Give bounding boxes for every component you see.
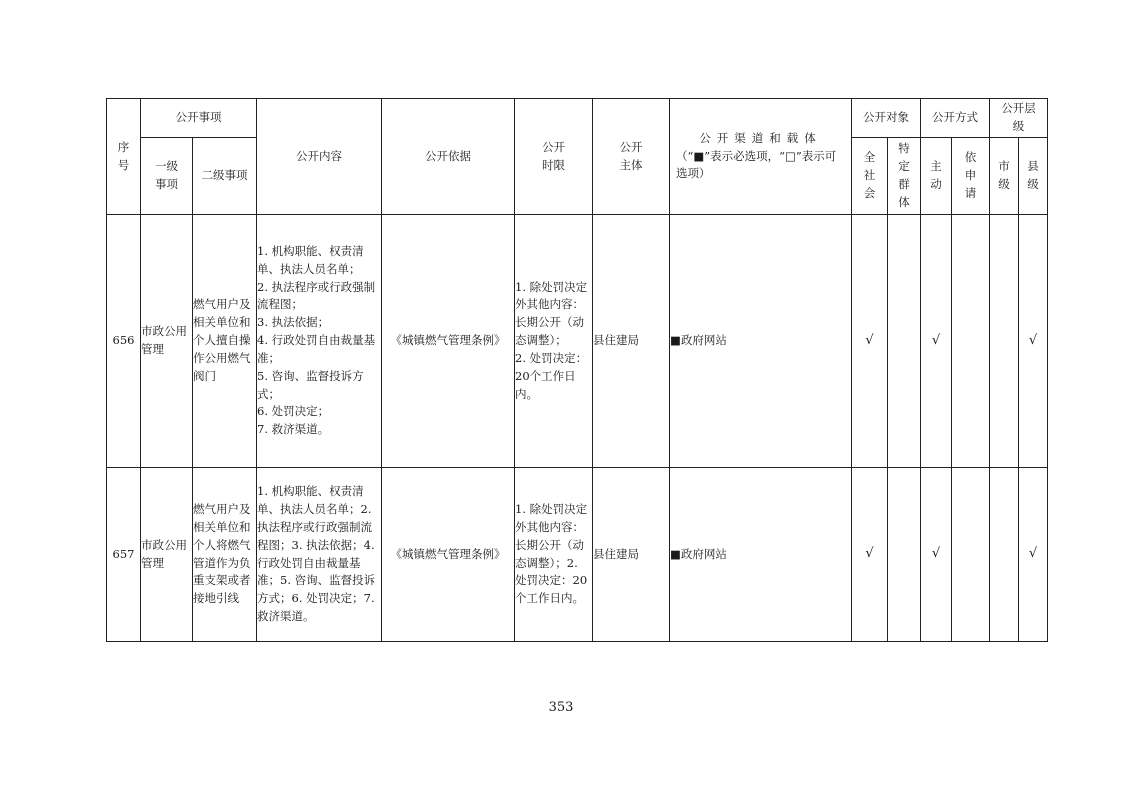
page-number: 353: [548, 700, 574, 715]
row-level2: 燃气用户及相关单位和个人擅自操作公用燃气阀门: [193, 215, 257, 468]
channel-title: 公开渠道和载体: [699, 130, 822, 145]
header-audience-specific: 特定群体: [888, 138, 921, 215]
row-audience-specific: [888, 468, 921, 642]
header-method-group: 公开方式: [921, 99, 990, 138]
row-audience-specific: [888, 215, 921, 468]
row-time-limit: 1. 除处罚决定外其他内容：长期公开（动态调整）； 2. 处罚决定：20个工作日内。: [515, 215, 593, 468]
row-level-city: [990, 215, 1019, 468]
row-level2: 燃气用户及相关单位和个人将燃气管道作为负重支架或者接地引线: [193, 468, 257, 642]
header-level-group: 公开层级: [990, 99, 1048, 138]
row-method-request: [952, 215, 990, 468]
row-level-county: √: [1019, 468, 1048, 642]
table-row: [107, 468, 1048, 642]
row-method-active: √: [921, 215, 952, 468]
channel-note: （“■”表示必选项，“□”表示可选项）: [676, 148, 837, 181]
header-level-city: 市级: [990, 138, 1019, 215]
row-method-active: √: [921, 468, 952, 642]
row-subject: 县住建局: [593, 468, 670, 642]
row-method-request: [952, 468, 990, 642]
row-seq: 656: [107, 215, 141, 468]
row-level-county: √: [1019, 215, 1048, 468]
header-content: 公开内容: [257, 99, 382, 215]
header-matter-group: 公开事项: [141, 99, 257, 138]
row-basis: 《城镇燃气管理条例》: [382, 468, 515, 642]
row-level-city: [990, 468, 1019, 642]
header-audience-all: 全社会: [852, 138, 888, 215]
header-seq: 序号: [107, 99, 141, 215]
row-audience-all: √: [852, 215, 888, 468]
header-subject: 公开主体: [593, 99, 670, 215]
row-time-limit: 1. 除处罚决定外其他内容：长期公开（动态调整）；2. 处罚决定：20个工作日内。: [515, 468, 593, 642]
row-seq: 657: [107, 468, 141, 642]
header-level1: 一级事项: [141, 138, 193, 215]
table-row: [107, 215, 1048, 468]
header-method-active: 主动: [921, 138, 952, 215]
header-level-county: 县级: [1019, 138, 1048, 215]
header-channel: [670, 99, 852, 215]
row-channel: ■政府网站: [670, 215, 852, 468]
header-method-request: 依申请: [952, 138, 990, 215]
row-subject: 县住建局: [593, 215, 670, 468]
row-content: 1. 机构职能、权责清单、执法人员名单；2. 执法程序或行政强制流程图；3. 执法依据；4. 行政处罚自由裁量基准；5. 咨询、监督投诉方式；6. 处罚决定；7. 救济渠道。: [257, 468, 382, 642]
row-level1: 市政公用管理: [141, 215, 193, 468]
header-basis: 公开依据: [382, 99, 515, 215]
header-audience-group: 公开对象: [852, 99, 921, 138]
row-basis: 《城镇燃气管理条例》: [382, 215, 515, 468]
row-content: 1. 机构职能、权责清单、执法人员名单； 2. 执法程序或行政强制流程图； 3. 执法依据； 4. 行政处罚自由裁量基准； 5. 咨询、监督投诉方式； 6. 处罚决定； 7. 救济渠道。: [257, 215, 382, 468]
header-time-limit: 公开时限: [515, 99, 593, 215]
disclosure-table: [106, 98, 1048, 642]
row-channel: ■政府网站: [670, 468, 852, 642]
header-level2: 二级事项: [193, 138, 257, 215]
row-level1: 市政公用管理: [141, 468, 193, 642]
row-audience-all: √: [852, 468, 888, 642]
